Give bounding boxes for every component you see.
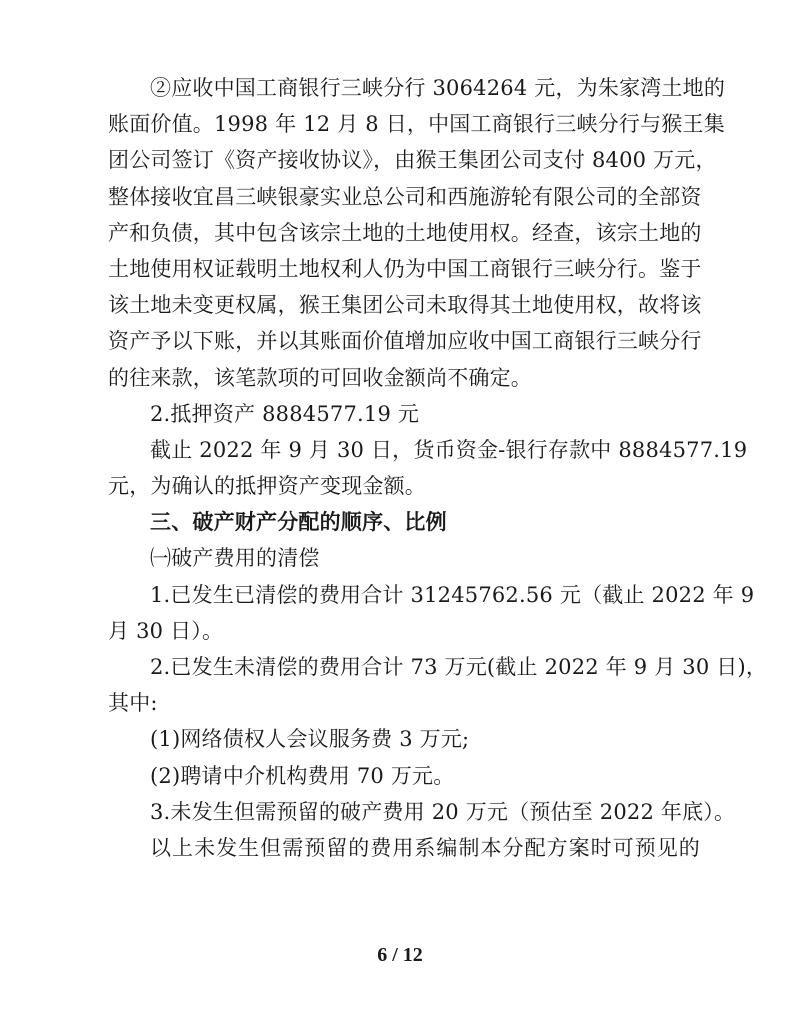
paragraph-line: 土地使用权证载明土地权利人仍为中国工商银行三峡分行。鉴于	[108, 256, 702, 281]
paragraph-line: 2.已发生未清偿的费用合计 73 万元(截止 2022 年 9 月 30 日)，	[150, 655, 768, 679]
chapter-heading: 三、破产财产分配的顺序、比例	[150, 509, 447, 535]
page-number: 6 / 12	[377, 944, 423, 966]
list-item: (1)网络债权人会议服务费 3 万元;	[150, 727, 470, 752]
paragraph-line: 1.已发生已清偿的费用合计 31245762.56 元（截止 2022 年 9	[150, 582, 755, 607]
paragraph-line: 截止 2022 年 9 月 30 日，货币资金-银行存款中 8884577.19	[150, 437, 748, 462]
paragraph-line: 月 30 日）。	[108, 618, 224, 643]
paragraph-line: 其中:	[108, 691, 158, 716]
paragraph-line: 产和负债，其中包含该宗土地的土地使用权。经查，该宗土地的	[108, 220, 702, 245]
paragraph-line: 整体接收宜昌三峡银豪实业总公司和西施游轮有限公司的全部资	[108, 184, 702, 209]
paragraph-line: 以上未发生但需预留的费用系编制本分配方案时可预见的	[150, 835, 700, 860]
paragraph-line: 团公司签订《资产接收协议》，由猴王集团公司支付 8400 万元，	[108, 148, 717, 173]
paragraph-line: 3.未发生但需预留的破产费用 20 万元（预估至 2022 年底）。	[150, 799, 736, 824]
paragraph-line: ②应收中国工商银行三峡分行 3064264 元，为朱家湾土地的	[150, 76, 726, 100]
list-item: (2)聘请中介机构费用 70 万元。	[150, 763, 455, 788]
document-body	[108, 70, 768, 866]
paragraph-line: 资产予以下账，并以其账面价值增加应收中国工商银行三峡分行	[108, 329, 702, 354]
section-heading: 2.抵押资产 8884577.19 元	[150, 401, 420, 426]
paragraph-line: 的往来款，该笔款项的可回收金额尚不确定。	[108, 365, 532, 390]
paragraph-line: 该土地未变更权属，猴王集团公司未取得其土地使用权，故将该	[108, 293, 702, 318]
paragraph-line: 账面价值。1998 年 12 月 8 日，中国工商银行三峡分行与猴王集	[108, 112, 725, 137]
subsection-heading: ㈠破产费用的清偿	[150, 546, 320, 571]
paragraph-line: 元，为确认的抵押资产变现金额。	[108, 474, 426, 499]
